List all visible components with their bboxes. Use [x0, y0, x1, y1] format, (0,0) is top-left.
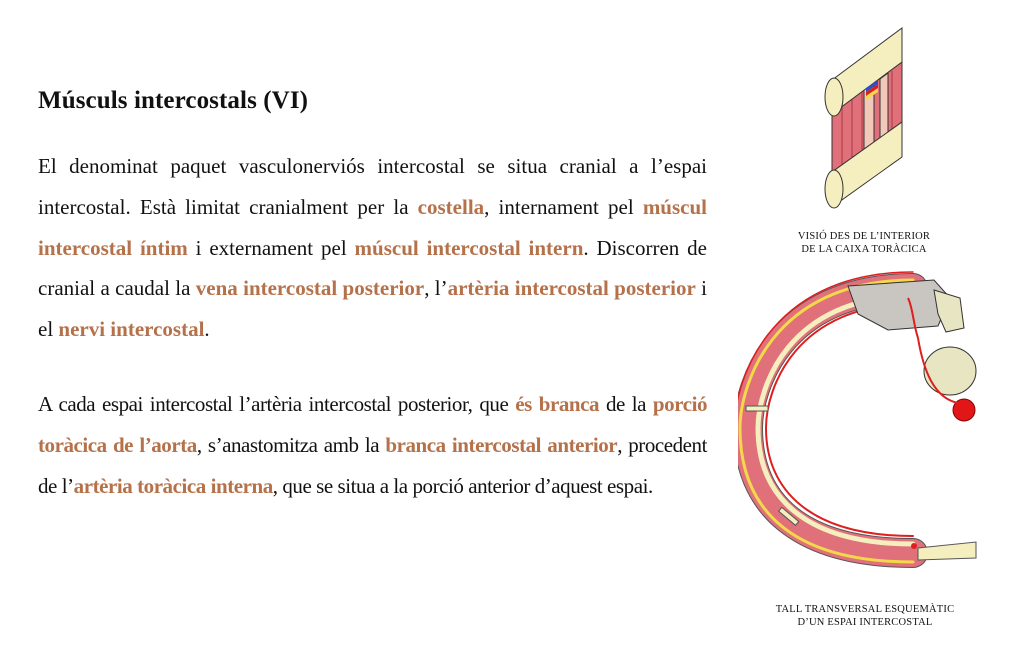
text-run: i el: [38, 276, 707, 342]
text-run: El denominat paquet vasculonerviós intercostal se situa cranial a l’espai intercostal. Està limitat cranialment per la: [38, 154, 707, 219]
text-run: A cada espai intercostal l’artèria intercostal posterior, que: [38, 391, 516, 416]
intercostal-interior-view-illustration: [822, 22, 912, 217]
page-title: Músculs intercostals (VI): [38, 86, 309, 114]
caption-line: DE LA CAIXA TORÀCICA: [801, 243, 927, 255]
text-run: de la: [599, 391, 653, 416]
top-figure-caption: [752, 231, 976, 256]
term-es-branca: és branca: [515, 391, 600, 416]
text-run: i externament pel: [187, 235, 355, 260]
bottom-figure-caption: [738, 604, 992, 629]
term-anterior-branch: branca intercostal anterior: [385, 432, 618, 457]
text-run: , l’: [424, 276, 448, 301]
term-posterior-artery: artèria intercostal posterior: [447, 276, 696, 301]
term-thoracic-aorta: porció toràcica de l’aorta: [38, 391, 707, 457]
text-run: , procedent de l’: [38, 432, 707, 498]
text-run: , s’anastomitza amb la: [196, 432, 386, 457]
term-posterior-vein: vena intercostal posterior: [195, 276, 425, 301]
term-intimate-muscle: múscul intercostal íntim: [38, 194, 707, 260]
text-run: . Discorren de cranial a caudal la: [38, 235, 707, 301]
text-run: , que se situa a la porció anterior d’aquest espai.: [272, 473, 653, 498]
caption-line: TALL TRANSVERSAL ESQUEMÀTIC: [775, 604, 955, 615]
intercostal-transverse-section-illustration: [738, 268, 978, 590]
paragraph-2: [38, 384, 707, 506]
caption-line: VISIÓ DES DE L’INTERIOR: [797, 231, 931, 242]
body-text: [38, 146, 707, 506]
term-costella: costella: [417, 194, 485, 219]
term-intercostal-nerve: nervi intercostal: [58, 317, 205, 342]
caption-line: D’UN ESPAI INTERCOSTAL: [797, 616, 933, 628]
paragraph-1: [38, 146, 707, 350]
term-internal-muscle: múscul intercostal intern: [354, 235, 584, 260]
term-internal-thoracic-artery: artèria toràcica interna: [73, 473, 273, 498]
text-run: , internament pel: [484, 194, 643, 219]
text-run: .: [204, 317, 210, 342]
